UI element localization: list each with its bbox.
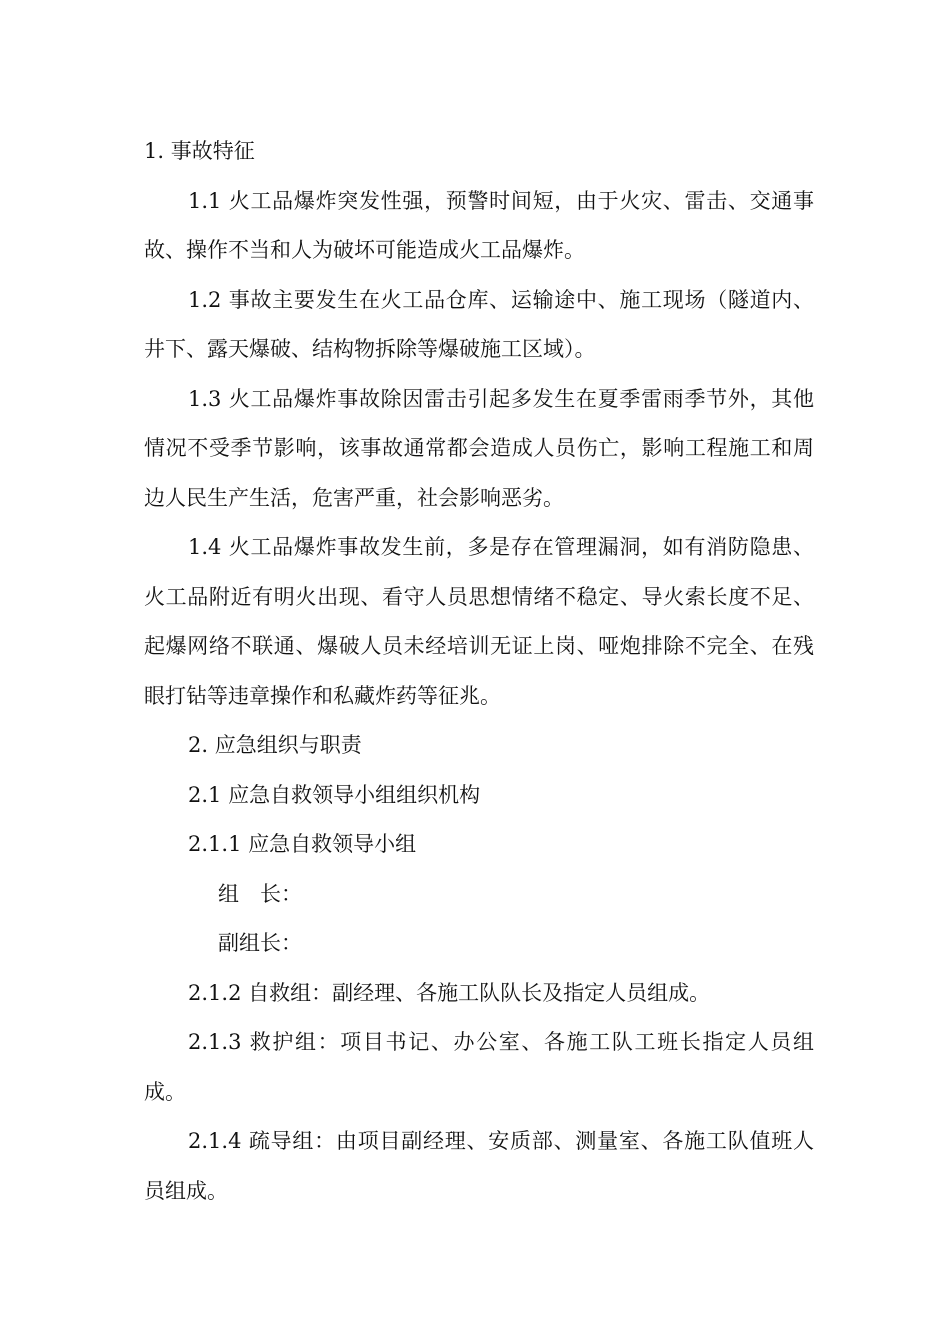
paragraph-1-2: 1.2 事故主要发生在火工品仓库、运输途中、施工现场（隧道内、井下、露天爆破、结构物拆除等爆破施工区域）。	[144, 287, 814, 361]
paragraph-1-4: 1.4 火工品爆炸事故发生前，多是存在管理漏洞，如有消防隐患、火工品附近有明火出现、看守人员思想情绪不稳定、导火索长度不足、起爆网络不联通、爆破人员未经培训无证上岗、哑炮排除不完全、在残眼打钻等违章操作和私藏炸药等征兆。	[144, 535, 814, 708]
section-heading-1: 1. 事故特征	[144, 139, 255, 163]
paragraph-1-3: 1.3 火工品爆炸事故除因雷击引起多发生在夏季雷雨季节外，其他情况不受季节影响，该事故通常都会造成人员伤亡，影响工程施工和周边人民生产生活，危害严重，社会影响恶劣。	[144, 386, 814, 510]
subsection-heading-2-1-1: 2.1.1 应急自救领导小组	[188, 832, 417, 856]
subsection-heading-2-1: 2.1 应急自救领导小组组织机构	[188, 782, 481, 807]
section-heading-2: 2. 应急组织与职责	[188, 733, 362, 757]
document-body	[144, 127, 814, 1216]
paragraph-2-1-3: 2.1.3 救护组：项目书记、办公室、各施工队工班长指定人员组成。	[144, 1030, 814, 1104]
paragraph-2-1-2: 2.1.2 自救组：副经理、各施工队队长及指定人员组成。	[188, 980, 711, 1005]
paragraph-1-1: 1.1 火工品爆炸突发性强，预警时间短，由于火灾、雷击、交通事故、操作不当和人为破坏可能造成火工品爆炸。	[144, 188, 814, 262]
paragraph-2-1-4: 2.1.4 疏导组：由项目副经理、安质部、测量室、各施工队值班人员组成。	[144, 1129, 814, 1203]
group-leader-line: 组 长：	[218, 881, 302, 906]
deputy-leader-line: 副组长：	[218, 931, 302, 955]
